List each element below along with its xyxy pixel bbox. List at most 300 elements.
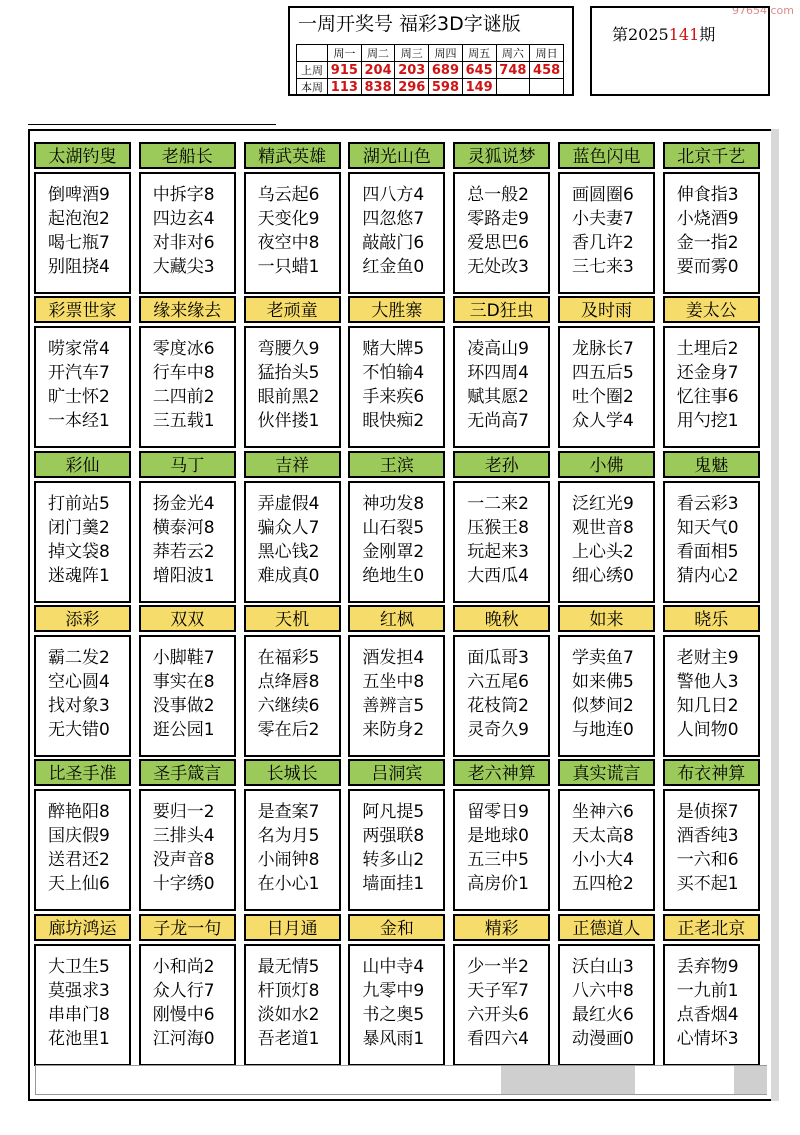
- riddle-line: 一本经1: [48, 411, 110, 432]
- riddle-card: [558, 759, 655, 911]
- draw-number: 204: [361, 62, 395, 79]
- last-week-label: 上周: [297, 62, 328, 79]
- divider-line: [28, 124, 276, 125]
- riddle-line: 知天气0: [676, 517, 739, 538]
- riddle-line: 总一般2: [467, 185, 530, 205]
- riddle-line: 泛红光9: [572, 493, 634, 514]
- riddle-line: 压猴王8: [467, 517, 530, 538]
- riddle-lines: [348, 944, 445, 1066]
- footer-bar: [35, 1065, 767, 1095]
- issue-number: [590, 6, 770, 96]
- riddle-card: [139, 605, 236, 757]
- riddle-card: [34, 142, 131, 294]
- riddle-line: 九零中9: [362, 980, 425, 1001]
- author-name: 吕洞宾: [348, 759, 445, 786]
- riddle-line: 乌云起6: [257, 185, 320, 205]
- riddle-line: 知几日2: [676, 695, 739, 716]
- author-name: 圣手箴言: [139, 759, 236, 786]
- author-name: 廊坊鸿运: [34, 914, 131, 941]
- riddle-line: 刚慢中6: [152, 1004, 215, 1025]
- riddle-card: [348, 914, 445, 1066]
- riddle-card: [139, 296, 236, 448]
- riddle-card: [139, 759, 236, 911]
- riddle-line: 夜空中8: [257, 233, 320, 253]
- day-header: 周三: [395, 45, 429, 62]
- riddle-line: 来防身2: [362, 719, 425, 740]
- riddle-lines: [453, 326, 550, 448]
- corner-cell: [297, 45, 328, 62]
- riddle-card: [453, 914, 550, 1066]
- riddle-line: 点香烟4: [676, 1004, 739, 1025]
- author-name: 吉祥: [244, 451, 341, 478]
- riddle-line: 玩起来3: [467, 541, 530, 562]
- riddle-line: 三排头4: [152, 826, 215, 847]
- riddle-line: 天子军7: [467, 980, 530, 1001]
- riddle-line: 众人行7: [152, 980, 215, 1001]
- riddle-card: [244, 296, 341, 448]
- riddle-card: [453, 605, 550, 757]
- riddle-line: 淡如水2: [257, 1004, 320, 1025]
- author-name: 湖光山色: [348, 142, 445, 169]
- riddle-line: 打前站5: [48, 493, 110, 514]
- riddle-card: [244, 451, 341, 603]
- riddle-line: 弄虚假4: [257, 493, 320, 514]
- author-name: 彩仙: [34, 451, 131, 478]
- author-name: 大胜寨: [348, 296, 445, 323]
- riddle-card: [558, 296, 655, 448]
- riddle-line: 五四枪2: [572, 874, 634, 895]
- author-name: 比圣手准: [34, 759, 131, 786]
- riddle-line: 掉文袋8: [48, 541, 110, 562]
- riddle-lines: [244, 635, 341, 757]
- riddle-card: [348, 605, 445, 757]
- draw-number: 458: [530, 62, 564, 79]
- footer-block: [734, 1066, 767, 1094]
- author-name: 灵狐说梦: [453, 142, 550, 169]
- draw-number: 915: [328, 62, 362, 79]
- author-name: 双双: [139, 605, 236, 632]
- riddle-line: 买不起1: [676, 874, 739, 895]
- riddle-line: 六五尾6: [467, 671, 530, 692]
- riddle-line: 转多山2: [362, 850, 425, 871]
- riddle-line: 金一指2: [676, 233, 739, 253]
- riddle-line: 小小大4: [572, 850, 634, 871]
- riddle-line: 留零日9: [467, 802, 530, 823]
- author-name: 正德道人: [558, 914, 655, 941]
- riddle-line: 看云彩3: [676, 493, 739, 514]
- riddle-card: [663, 451, 760, 603]
- riddle-line: 小闹钟8: [257, 850, 320, 871]
- riddle-line: 两强联8: [362, 826, 425, 847]
- riddle-lines: [139, 481, 236, 603]
- riddle-line: 要而雾0: [676, 257, 739, 277]
- riddle-line: 上心头2: [572, 541, 634, 562]
- riddle-line: 吾老道1: [257, 1028, 320, 1049]
- riddle-card: [558, 605, 655, 757]
- watermark: 97654.com: [732, 4, 794, 17]
- riddle-lines: [139, 944, 236, 1066]
- riddle-card: [453, 142, 550, 294]
- author-name: 三D狂虫: [453, 296, 550, 323]
- riddle-lines: [139, 635, 236, 757]
- riddle-line: 行车中8: [152, 363, 215, 384]
- riddle-lines: [558, 789, 655, 911]
- riddle-lines: [558, 635, 655, 757]
- days-row: [297, 45, 564, 62]
- author-name: 如来: [558, 605, 655, 632]
- riddle-line: 大卫生5: [48, 956, 110, 977]
- riddle-line: 唠家常4: [48, 339, 110, 360]
- riddle-lines: [34, 172, 131, 294]
- riddle-card: [34, 296, 131, 448]
- riddle-line: 在小心1: [257, 874, 320, 895]
- riddle-card: [663, 759, 760, 911]
- riddle-line: 六继续6: [257, 695, 320, 716]
- riddle-line: 四五后5: [572, 363, 634, 384]
- page-title: 一周开奖号 福彩3D字谜版: [298, 13, 521, 35]
- draw-number: 645: [462, 62, 496, 79]
- author-name: 老顽童: [244, 296, 341, 323]
- riddle-lines: [348, 635, 445, 757]
- riddle-lines: [244, 944, 341, 1066]
- riddle-lines: [663, 481, 760, 603]
- riddle-lines: [139, 789, 236, 911]
- author-name: 正老北京: [663, 914, 760, 941]
- riddle-line: 一九前1: [676, 980, 739, 1001]
- riddle-card: [348, 296, 445, 448]
- draw-number: 598: [429, 79, 463, 96]
- riddle-line: 忆往事6: [676, 387, 739, 408]
- riddle-line: 六开头6: [467, 1004, 530, 1025]
- riddle-lines: [663, 635, 760, 757]
- riddle-line: 学卖鱼7: [572, 647, 634, 668]
- riddle-line: 高房价1: [467, 874, 530, 895]
- author-name: 布衣神算: [663, 759, 760, 786]
- riddle-lines: [34, 789, 131, 911]
- issue-prefix: 第2025: [612, 25, 669, 44]
- this-week-label: 本周: [297, 79, 328, 96]
- riddle-line: 小和尚2: [152, 956, 215, 977]
- riddle-line: 凌高山9: [467, 339, 530, 360]
- riddle-line: 赌大牌5: [362, 339, 425, 360]
- riddle-line: 绝地生0: [362, 565, 425, 586]
- riddle-card: [139, 451, 236, 603]
- riddle-line: 山石裂5: [362, 517, 425, 538]
- author-name: 精武英雄: [244, 142, 341, 169]
- day-header: 周二: [361, 45, 395, 62]
- riddle-line: 吐个圈2: [572, 387, 634, 408]
- riddle-line: 串串门8: [48, 1004, 110, 1025]
- author-name: 真实谎言: [558, 759, 655, 786]
- riddle-line: 看面相5: [676, 541, 739, 562]
- riddle-line: 大西瓜4: [467, 565, 530, 586]
- riddle-lines: [453, 789, 550, 911]
- riddle-line: 细心绣0: [572, 565, 634, 586]
- riddle-line: 大藏尖3: [152, 257, 215, 277]
- riddle-line: 阿凡提5: [362, 802, 425, 823]
- riddle-line: 沃白山3: [572, 956, 634, 977]
- riddle-line: 没声音8: [152, 850, 215, 871]
- riddle-card: [244, 759, 341, 911]
- riddle-line: 空心圆4: [48, 671, 110, 692]
- author-name: 北京千艺: [663, 142, 760, 169]
- riddle-line: 零度冰6: [152, 339, 215, 360]
- riddle-lines: [663, 789, 760, 911]
- riddle-line: 喝七瓶7: [48, 233, 110, 253]
- riddle-line: 莽若云2: [152, 541, 215, 562]
- draw-number: 149: [462, 79, 496, 96]
- riddle-line: 五三中5: [467, 850, 530, 871]
- riddle-line: 伸食指3: [676, 185, 739, 205]
- riddle-line: 点绛唇8: [257, 671, 320, 692]
- author-name: 马丁: [139, 451, 236, 478]
- riddle-line: 三七来3: [572, 257, 634, 277]
- riddle-line: 花枝筒2: [467, 695, 530, 716]
- riddle-line: 一六和6: [676, 850, 739, 871]
- riddle-line: 弯腰久9: [257, 339, 320, 360]
- riddle-card: [663, 142, 760, 294]
- riddle-line: 眼快痴2: [362, 411, 425, 432]
- riddle-line: 龙脉长7: [572, 339, 634, 360]
- riddle-line: 如来佛5: [572, 671, 634, 692]
- riddle-lines: [453, 944, 550, 1066]
- riddle-line: 莫强求3: [48, 980, 110, 1001]
- riddle-line: 猜内心2: [676, 565, 739, 586]
- riddle-line: 丢弃物9: [676, 956, 739, 977]
- author-name: 彩票世家: [34, 296, 131, 323]
- riddle-line: 暴风雨1: [362, 1028, 425, 1049]
- riddle-line: 八六中8: [572, 980, 634, 1001]
- riddle-line: 在福彩5: [257, 647, 320, 668]
- riddle-line: 醉艳阳8: [48, 802, 110, 823]
- riddle-card: [663, 296, 760, 448]
- riddle-line: 是查案7: [257, 802, 320, 823]
- draw-number: 838: [361, 79, 395, 96]
- riddle-card: [34, 914, 131, 1066]
- riddle-line: 无大错0: [48, 719, 110, 740]
- riddle-lines: [244, 172, 341, 294]
- riddle-lines: [348, 481, 445, 603]
- riddle-line: 名为月5: [257, 826, 320, 847]
- author-name: 长城长: [244, 759, 341, 786]
- author-name: 晓乐: [663, 605, 760, 632]
- last-week-row: [297, 62, 564, 79]
- riddle-line: 杆顶灯8: [257, 980, 320, 1001]
- riddle-line: 画圆圈6: [572, 185, 634, 205]
- frame-shadow: [771, 129, 779, 1101]
- riddle-line: 起泡泡2: [48, 209, 110, 229]
- riddle-card: [453, 451, 550, 603]
- riddle-card: [453, 759, 550, 911]
- riddle-line: 心情坏3: [676, 1028, 739, 1049]
- riddle-lines: [139, 172, 236, 294]
- riddle-line: 五坐中8: [362, 671, 425, 692]
- riddle-lines: [244, 326, 341, 448]
- riddle-line: 最红火6: [572, 1004, 634, 1025]
- riddle-line: 三五载1: [152, 411, 215, 432]
- author-name: 小佛: [558, 451, 655, 478]
- riddle-line: 看四六4: [467, 1028, 530, 1049]
- riddle-line: 用勺挖1: [676, 411, 739, 432]
- author-name: 缘来缘去: [139, 296, 236, 323]
- riddle-card: [34, 759, 131, 911]
- riddle-line: 增阳波1: [152, 565, 215, 586]
- riddle-line: 逛公园1: [152, 719, 215, 740]
- riddle-lines: [34, 635, 131, 757]
- draw-number: 296: [395, 79, 429, 96]
- riddle-line: 不怕输4: [362, 363, 425, 384]
- riddle-line: 开汽车7: [48, 363, 110, 384]
- riddle-line: 猛抬头5: [257, 363, 320, 384]
- riddle-lines: [348, 172, 445, 294]
- riddle-card: [558, 914, 655, 1066]
- riddle-line: 霸二发2: [48, 647, 110, 668]
- author-name: 蓝色闪电: [558, 142, 655, 169]
- riddle-line: 没事做2: [152, 695, 215, 716]
- riddle-line: 墙面挂1: [362, 874, 425, 895]
- riddle-line: 花池里1: [48, 1028, 110, 1049]
- riddle-line: 二四前2: [152, 387, 215, 408]
- riddle-card: [558, 451, 655, 603]
- riddle-line: 灵奇久9: [467, 719, 530, 740]
- author-name: 老六神算: [453, 759, 550, 786]
- riddle-line: 扬金光4: [152, 493, 215, 514]
- riddle-line: 金刚罩2: [362, 541, 425, 562]
- issue-highlight: 141: [668, 25, 700, 44]
- weekly-results-table: [296, 44, 564, 96]
- riddle-lines: [558, 944, 655, 1066]
- author-name: 日月通: [244, 914, 341, 941]
- riddle-lines: [34, 481, 131, 603]
- riddle-line: 江河海0: [152, 1028, 215, 1049]
- author-name: 及时雨: [558, 296, 655, 323]
- riddle-card: [244, 914, 341, 1066]
- draw-number: 113: [328, 79, 362, 96]
- riddle-lines: [453, 481, 550, 603]
- riddle-line: 闭门羹2: [48, 517, 110, 538]
- author-name: 姜太公: [663, 296, 760, 323]
- draw-number: 689: [429, 62, 463, 79]
- author-name: 天机: [244, 605, 341, 632]
- draw-number: [530, 79, 564, 96]
- author-name: 红枫: [348, 605, 445, 632]
- riddle-line: 送君还2: [48, 850, 110, 871]
- riddle-line: 横泰河8: [152, 517, 215, 538]
- riddle-line: 老财主9: [676, 647, 739, 668]
- riddle-line: 是侦探7: [676, 802, 739, 823]
- riddle-line: 找对象3: [48, 695, 110, 716]
- riddle-card: [663, 605, 760, 757]
- footer-block: [501, 1066, 635, 1094]
- day-header: 周四: [429, 45, 463, 62]
- riddle-line: 黑心钱2: [257, 541, 320, 562]
- riddle-lines: [34, 944, 131, 1066]
- riddle-line: 还金身7: [676, 363, 739, 384]
- riddle-line: 迷魂阵1: [48, 565, 110, 586]
- riddle-line: 中拆字8: [152, 185, 215, 205]
- riddle-line: 四边玄4: [152, 209, 215, 229]
- this-week-row: [297, 79, 564, 96]
- riddle-line: 环四周4: [467, 363, 530, 384]
- issue-suffix: 期: [699, 25, 716, 44]
- riddle-line: 与地连0: [572, 719, 634, 740]
- author-name: 子龙一句: [139, 914, 236, 941]
- riddle-card: [34, 451, 131, 603]
- day-header: 周六: [496, 45, 530, 62]
- riddle-line: 酒香纯3: [676, 826, 739, 847]
- riddle-line: 天上仙6: [48, 874, 110, 895]
- author-name: 老船长: [139, 142, 236, 169]
- riddle-line: 一二来2: [467, 493, 530, 514]
- riddle-line: 敲敲门6: [362, 233, 425, 253]
- riddle-card: [348, 142, 445, 294]
- riddle-line: 小夫妻7: [572, 209, 634, 229]
- riddle-line: 难成真0: [257, 565, 320, 586]
- riddle-line: 观世音8: [572, 517, 634, 538]
- riddle-line: 动漫画0: [572, 1028, 634, 1049]
- riddle-lines: [663, 944, 760, 1066]
- riddle-card: [558, 142, 655, 294]
- author-name: 鬼魅: [663, 451, 760, 478]
- riddle-lines: [244, 481, 341, 603]
- riddle-line: 倒啤酒9: [48, 185, 110, 205]
- riddle-line: 别阻挠4: [48, 257, 110, 277]
- riddle-line: 对非对6: [152, 233, 215, 253]
- riddle-card: [453, 296, 550, 448]
- riddle-line: 少一半2: [467, 956, 530, 977]
- author-name: 精彩: [453, 914, 550, 941]
- riddle-line: 事实在8: [152, 671, 215, 692]
- riddle-line: 十字绣0: [152, 874, 215, 895]
- riddle-lines: [453, 172, 550, 294]
- riddle-line: 是地球0: [467, 826, 530, 847]
- riddle-line: 面瓜哥3: [467, 647, 530, 668]
- author-name: 王滨: [348, 451, 445, 478]
- riddle-lines: [34, 326, 131, 448]
- riddle-line: 坐神六6: [572, 802, 634, 823]
- riddle-line: 天太高8: [572, 826, 634, 847]
- riddle-line: 一只蜡1: [257, 257, 320, 277]
- draw-number: [496, 79, 530, 96]
- riddle-lines: [139, 326, 236, 448]
- riddle-lines: [348, 789, 445, 911]
- author-name: 老孙: [453, 451, 550, 478]
- draw-results-header: [288, 6, 574, 96]
- author-name: 晚秋: [453, 605, 550, 632]
- riddle-line: 四八方4: [362, 185, 425, 205]
- riddle-line: 小烧酒9: [676, 209, 739, 229]
- riddle-lines: [558, 481, 655, 603]
- riddle-card: [139, 914, 236, 1066]
- riddle-line: 似梦间2: [572, 695, 634, 716]
- riddle-line: 酒发担4: [362, 647, 425, 668]
- riddle-line: 手来疾6: [362, 387, 425, 408]
- riddle-line: 旷士怀2: [48, 387, 110, 408]
- draw-number: 203: [395, 62, 429, 79]
- riddle-card: [244, 142, 341, 294]
- riddle-line: 警他人3: [676, 671, 739, 692]
- riddle-card: [34, 605, 131, 757]
- riddle-line: 香几许2: [572, 233, 634, 253]
- riddle-lines: [663, 172, 760, 294]
- riddle-lines: [348, 326, 445, 448]
- riddle-card: [244, 605, 341, 757]
- riddle-line: 小脚鞋7: [152, 647, 215, 668]
- riddle-line: 爱思巴6: [467, 233, 530, 253]
- riddle-line: 无处改3: [467, 257, 530, 277]
- riddle-line: 红金鱼0: [362, 257, 425, 277]
- riddle-line: 天变化9: [257, 209, 320, 229]
